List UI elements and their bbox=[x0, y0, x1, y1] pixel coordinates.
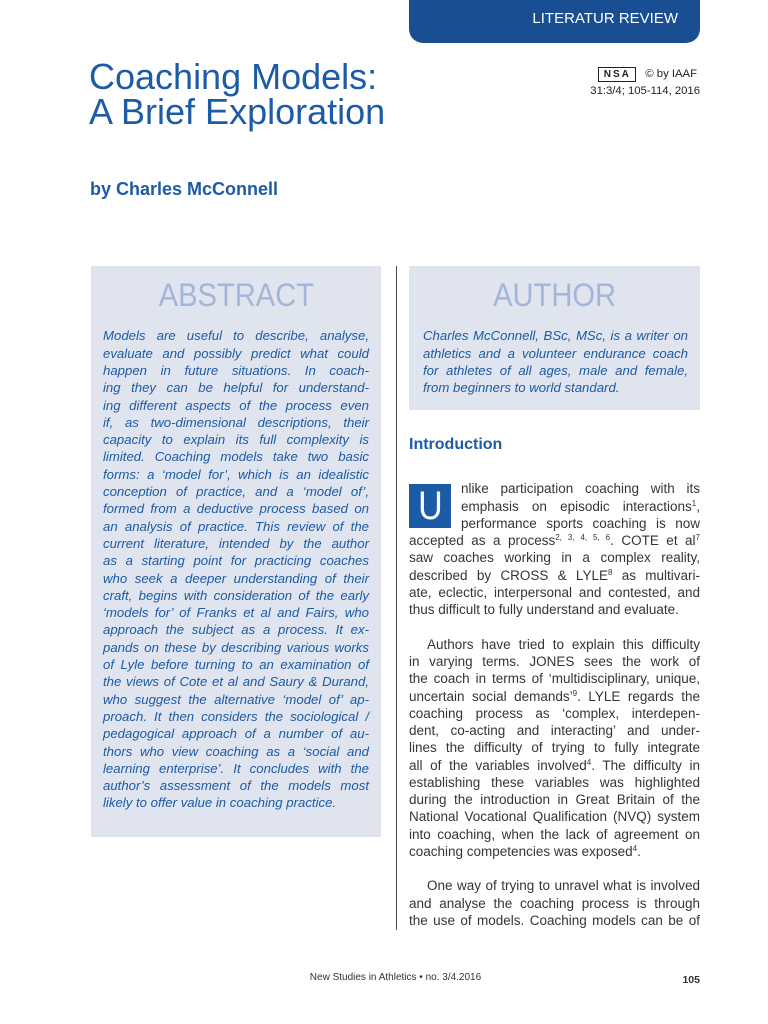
footnote-ref: 2, 3, 4, 5, 6 bbox=[555, 533, 611, 543]
body-text: . The difficulty in bbox=[591, 757, 700, 773]
abstract-heading-label: ABSTRACT bbox=[158, 277, 314, 313]
abstract-line: craft, begins with consideration of the early bbox=[103, 587, 369, 603]
body-line bbox=[409, 808, 700, 825]
abstract-line: forms: a ‘model for’, which is an idealistic bbox=[103, 466, 369, 482]
introduction-body bbox=[409, 480, 700, 929]
section-tab-label: LITERATUR REVIEW bbox=[532, 10, 678, 27]
body-text: the use of models. Coaching models can be of bbox=[409, 913, 700, 928]
body-line bbox=[409, 774, 700, 791]
abstract-line: ing different aspects of the process even bbox=[103, 397, 369, 413]
body-line bbox=[461, 515, 700, 532]
body-text: accepted as a process bbox=[409, 533, 556, 549]
author-heading bbox=[409, 279, 700, 311]
body-text: , bbox=[696, 498, 700, 514]
body-line bbox=[409, 757, 700, 774]
body-line bbox=[409, 670, 700, 687]
byline: by Charles McConnell bbox=[90, 179, 279, 199]
abstract-line: evaluate and possibly predict what could bbox=[103, 345, 369, 361]
abstract-line: as a starting point for practicing coaches bbox=[103, 553, 369, 569]
body-text: ate, eclectic, interpersonal and contested, and bbox=[409, 584, 700, 600]
body-text: during the introduction in Great Britain of the bbox=[409, 792, 700, 808]
body-line bbox=[461, 480, 700, 497]
body-line bbox=[409, 843, 700, 860]
author-line: athletics and a volunteer endurance coach bbox=[423, 345, 688, 361]
author-bio bbox=[423, 327, 688, 396]
body-text: into coaching, when the lack of agreement on bbox=[409, 826, 700, 842]
body-text: dent, co-acting and interacting’ and under- bbox=[409, 723, 700, 739]
footer-journal: New Studies in Athletics • no. 3/4.2016 bbox=[309, 972, 482, 983]
abstract-line: likely to offer value in coaching practice. bbox=[103, 795, 337, 811]
author-line: Charles McConnell, BSc, MSc, is a writer on bbox=[423, 328, 688, 344]
author-line: for athletes of all ages, male and female, bbox=[423, 362, 688, 378]
body-text: coaching process as ‘complex, interdepen- bbox=[409, 705, 700, 721]
body-line bbox=[409, 912, 700, 929]
copyright-notice: © by IAAF bbox=[645, 68, 697, 80]
footnote-ref: 8 bbox=[607, 567, 613, 577]
body-line bbox=[409, 653, 700, 670]
body-text: . bbox=[637, 843, 641, 859]
abstract-line: formed from a deductive process based on bbox=[103, 501, 369, 517]
body-line bbox=[409, 722, 700, 739]
citation: 31:3/4; 105-114, 2016 bbox=[590, 85, 700, 97]
section-tab bbox=[409, 0, 700, 43]
body-line bbox=[409, 549, 700, 566]
body-text: thus difficult to fully understand and evaluate. bbox=[409, 602, 679, 618]
abstract-line: thors who view coaching as a ‘social and bbox=[103, 743, 369, 759]
body-text: all of the variables involved bbox=[409, 757, 587, 773]
body-text: uncertain social demands’ bbox=[409, 688, 573, 704]
abstract-line: an analysis of practice. This review of the bbox=[103, 518, 369, 534]
body-line bbox=[409, 895, 700, 912]
abstract-line: pands on these by describing various works bbox=[103, 639, 369, 655]
body-text: saw coaches working in a complex reality, bbox=[409, 550, 700, 566]
body-text: . LYLE regards the bbox=[577, 688, 700, 704]
footnote-ref: 7 bbox=[695, 533, 700, 543]
abstract-line: proach. It then considers the sociological / bbox=[103, 708, 369, 724]
abstract-line: if, as two-dimensional descriptions, their bbox=[103, 414, 369, 430]
abstract-line: Models are useful to describe, analyse, bbox=[103, 328, 369, 344]
nsa-logo: NSA bbox=[598, 67, 636, 82]
body-line bbox=[409, 705, 700, 722]
body-text: establishing these variables was highlighted bbox=[409, 774, 700, 790]
body-text: and analyse the coaching process is through bbox=[409, 895, 700, 911]
copyright-row bbox=[590, 66, 700, 83]
abstract-line: of Lyle before turning to an examination of bbox=[103, 657, 369, 673]
title-line: A Brief Exploration bbox=[89, 91, 386, 132]
introduction-heading: Introduction bbox=[409, 436, 503, 453]
abstract-line: conception of practice, and a ‘model of’, bbox=[103, 484, 369, 500]
abstract-line: approach the subject as a process. It ex- bbox=[103, 622, 369, 638]
body-text: as multivari- bbox=[612, 567, 700, 583]
abstract-line: ing they can be helpful for understand- bbox=[103, 380, 369, 396]
author-box bbox=[409, 266, 700, 410]
abstract-line: the views of Cote et al and Saury & Durand, bbox=[103, 674, 369, 690]
body-text: coaching competencies was exposed bbox=[409, 843, 633, 859]
title-line: Coaching Models: bbox=[89, 56, 378, 97]
abstract-line: author’s assessment of the models most bbox=[103, 778, 369, 794]
body-text: Authors have tried to explain this difficulty bbox=[427, 636, 700, 652]
body-text: the coach in terms of ‘multidisciplinary, unique, bbox=[409, 671, 700, 687]
abstract-box bbox=[91, 266, 381, 837]
abstract-line: limited. Coaching models take two basic bbox=[103, 449, 369, 465]
abstract-line: learning enterprise’. It concludes with the bbox=[103, 760, 369, 776]
body-text: in varying terms. JONES sees the work of bbox=[409, 654, 700, 670]
footnote-ref: 4 bbox=[632, 843, 638, 853]
body-line bbox=[409, 532, 700, 549]
abstract-line: who seek a deeper understanding of their bbox=[103, 570, 369, 586]
body-line bbox=[409, 584, 700, 601]
body-line bbox=[409, 636, 700, 653]
body-line bbox=[461, 498, 700, 515]
abstract-line: current literature, intended by the author bbox=[103, 535, 369, 551]
body-line bbox=[409, 826, 700, 843]
body-text: performance sports coaching is now bbox=[461, 515, 700, 531]
publication-info bbox=[590, 66, 700, 100]
body-paragraph bbox=[409, 877, 700, 929]
page-number: 105 bbox=[682, 974, 700, 986]
body-paragraph bbox=[409, 636, 700, 860]
body-text: emphasis on episodic interactions bbox=[461, 498, 692, 514]
body-line bbox=[409, 739, 700, 756]
author-line: from beginners to world standard. bbox=[423, 380, 620, 396]
drop-cap-letter: U bbox=[417, 484, 443, 528]
abstract-line: pedagogical approach of a number of au- bbox=[103, 726, 369, 742]
body-line bbox=[409, 688, 700, 705]
footnote-ref: 1 bbox=[691, 498, 697, 508]
body-line bbox=[409, 877, 700, 894]
abstract-heading bbox=[91, 279, 381, 311]
body-paragraph bbox=[409, 480, 700, 618]
footnote-ref: 9 bbox=[572, 688, 578, 698]
article-title bbox=[89, 56, 386, 132]
abstract-line: who suggest the alternative ‘model of’ ap- bbox=[103, 691, 369, 707]
column-divider bbox=[396, 266, 397, 930]
body-line bbox=[409, 601, 700, 618]
body-text: . COTE et al bbox=[610, 533, 696, 549]
abstract-line: happen in future situations. In coach- bbox=[103, 362, 369, 378]
body-text: lines the difficulty of trying to fully integrate bbox=[409, 740, 700, 756]
abstract-line: ‘models for’ of Franks et al and Fairs, who bbox=[103, 605, 369, 621]
body-line bbox=[409, 791, 700, 808]
footnote-ref: 4 bbox=[586, 757, 592, 767]
author-heading-label: AUTHOR bbox=[493, 277, 616, 313]
body-text: nlike participation coaching with its bbox=[461, 481, 700, 497]
body-text: National Vocational Qualification (NVQ) system bbox=[409, 809, 700, 825]
body-line bbox=[409, 567, 700, 584]
body-text: One way of trying to unravel what is involved bbox=[427, 878, 700, 894]
abstract-text bbox=[103, 327, 369, 811]
abstract-line: capacity to explain its full complexity is bbox=[103, 432, 369, 448]
body-text: described by CROSS & LYLE bbox=[409, 567, 608, 583]
